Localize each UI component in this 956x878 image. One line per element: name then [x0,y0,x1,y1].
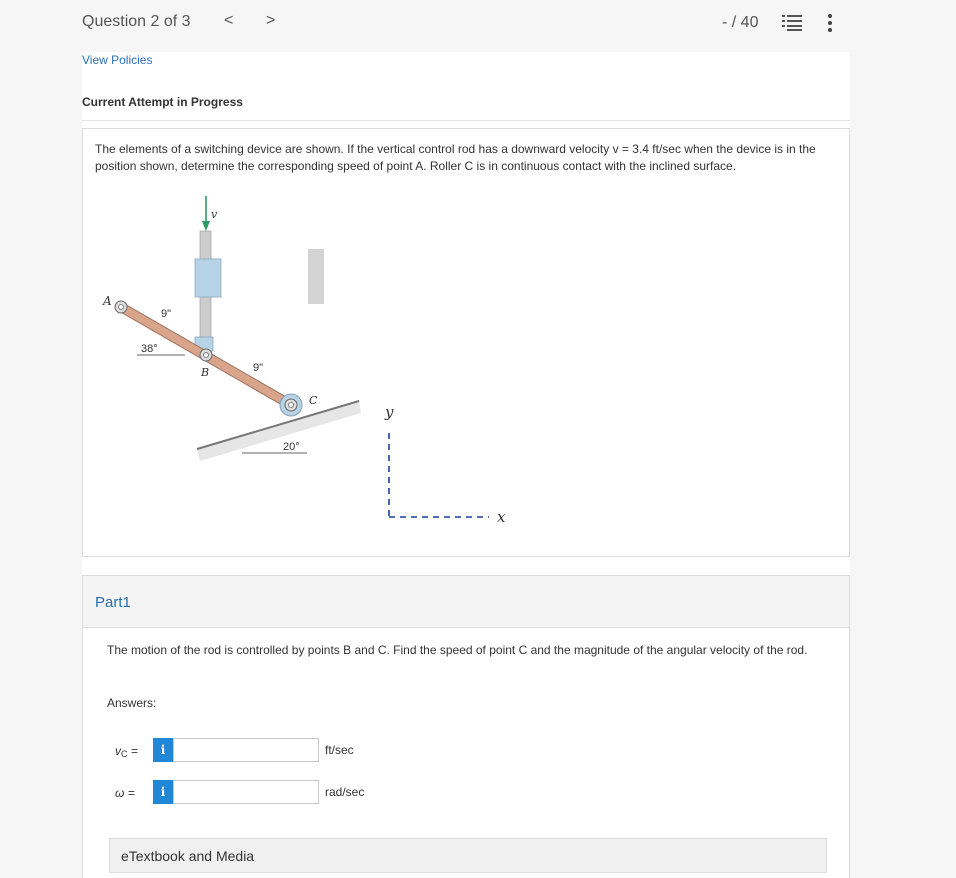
question-list-icon[interactable] [782,14,802,32]
answer-row-omega [83,780,849,806]
info-button[interactable]: i [153,738,173,762]
vc-input[interactable] [173,738,319,762]
label-b: B [201,366,210,379]
label-angle-incline: 20° [283,441,300,453]
rod-bracket [195,259,221,297]
incline-surface [197,401,361,461]
info-button[interactable]: i [153,780,173,804]
answer-variable: ω = [115,786,135,800]
next-question-button[interactable]: > [266,12,276,29]
label-angle-rod: 38° [141,343,158,355]
problem-text: The elements of a switching device are shown. If the vertical control rod has a downward velocity v = 3.4 ft/sec when the device is in the position shown, determine the corresponding speed of point A. Roller C is in continuous contact with the inclined surface. [95,142,816,173]
switching-device-figure [97,191,397,473]
answer-unit: rad/sec [325,785,365,799]
top-bar [0,0,956,48]
more-options-icon[interactable] [825,13,835,33]
label-len-bc: 9" [253,362,264,374]
part-1 [82,575,850,878]
label-v: v [211,208,218,221]
label-a: A [103,294,112,308]
label-c: C [309,394,318,407]
answers-label: Answers: [107,696,157,710]
axis-y-label: y [385,403,394,421]
etextbook-label: eTextbook and Media [121,848,255,864]
divider [82,120,850,121]
view-policies-link[interactable]: View Policies [82,53,153,67]
score: - / 40 [722,14,759,31]
part-question-text: The motion of the rod is controlled by points B and C. Find the speed of point C and the magnitude of the angular velocity of the rod. [107,643,808,657]
question-counter: Question 2 of 3 [82,13,191,30]
answer-unit: ft/sec [325,743,354,757]
velocity-arrowhead [202,221,210,231]
etextbook-media-button[interactable] [109,838,827,873]
previous-question-button[interactable]: < [224,12,234,29]
wall-guide [308,249,324,304]
answer-row-vc [83,738,849,764]
incline-line [197,401,359,449]
attempt-status: Current Attempt in Progress [82,95,243,109]
answer-variable: $v_C$ = [115,744,138,759]
part-header [83,576,849,628]
axis-x-label: x [497,508,506,526]
coordinate-axes [379,397,519,527]
omega-input[interactable] [173,780,319,804]
problem-statement [82,128,850,557]
part-title: Part1 [95,594,131,611]
label-len-ab: 9" [161,308,172,320]
